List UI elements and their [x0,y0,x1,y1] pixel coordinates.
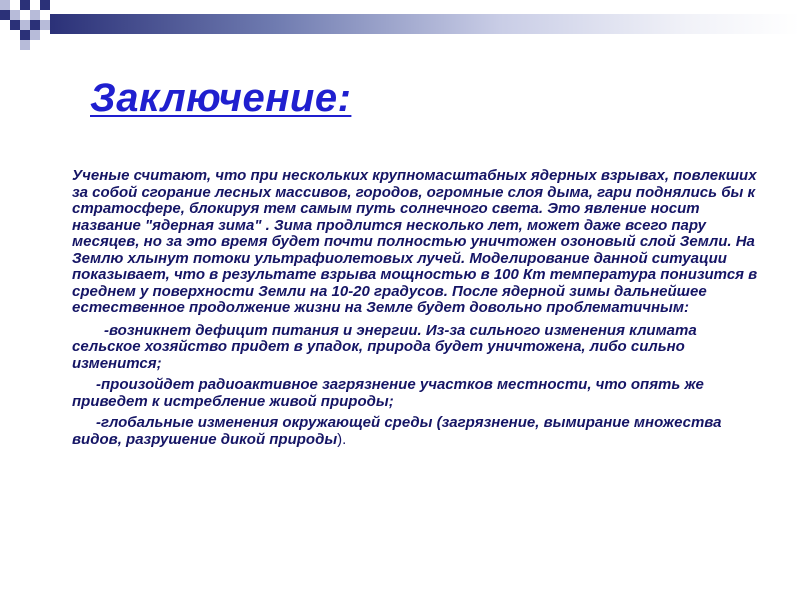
list-item-text: -глобальные изменения окружающей среды (загрязнение, вымирание множества видов, разрушение дикой природы [72,414,722,448]
list-item: -произойдет радиоактивное загрязнение участков местности, что опять же приведет к истребление живой природы; [72,376,704,410]
header-band [50,14,800,34]
slide-body [72,168,762,448]
list-item-end: ). [337,430,347,448]
list-item-last [72,415,762,448]
list-item: -возникнет дефицит питания и энергии. Из-за сильного изменения климата сельское хозяйство придет в упадок, природа будет уничтожена, либо сильно изменится; [72,321,697,372]
intro-paragraph: Ученые считают, что при нескольких крупномасштабных ядерных взрывах, повлекших за собой сгорание лесных массивов, городов, огромные слоя дыма, гари поднялись бы к стратосфере, блокируя тем самым путь солнечного света. Это явление носит название "ядерная зима" . Зима продлится несколько лет, может даже всего пару месяцев, но за это время будет почти полностью уничтожен озоновый слой Земли. На Землю хлынут потоки ультрафиолетовых лучей. Моделирование данной ситуации показывает, что в результате взрыва мощностью в 100 Кт температура понизится в среднем у поверхности Земли на 10-20 градусов. После ядерной зимы дальнейшее естественное продолжение жизни на Земле будет довольно проблематичным: [72,167,758,316]
slide-title: Заключение: [90,76,352,120]
